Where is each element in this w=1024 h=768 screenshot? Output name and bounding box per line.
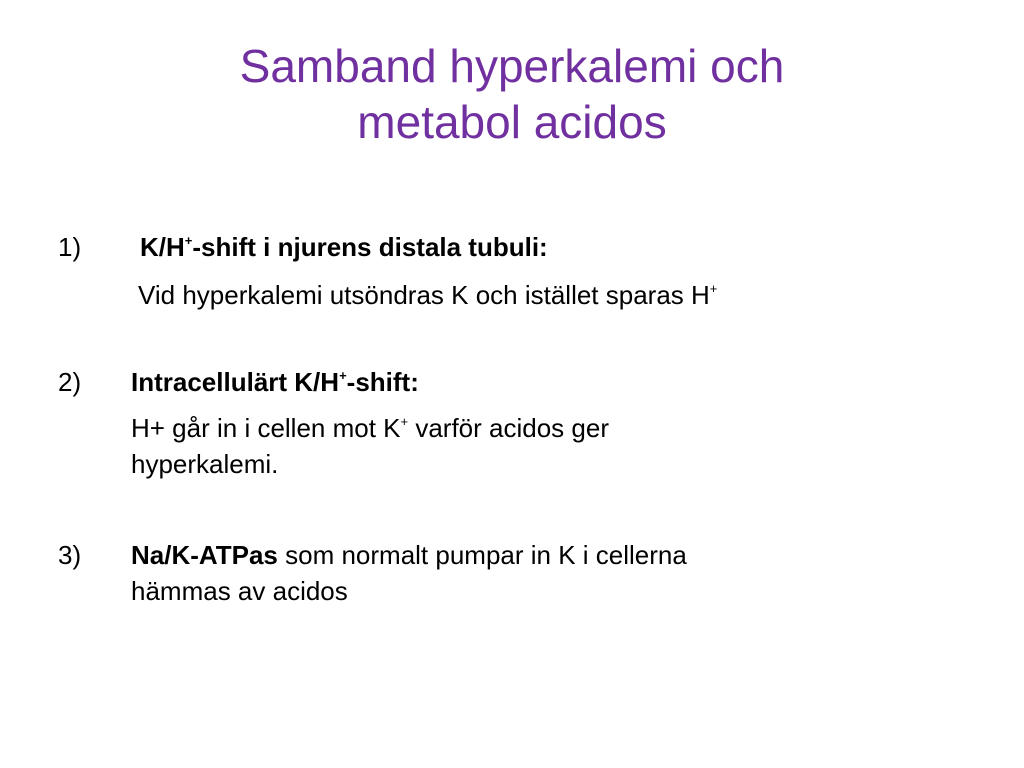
list-item-2 (58, 365, 958, 485)
item-description-line-2: hämmas av acidos (131, 576, 348, 606)
list-item-3 (58, 538, 958, 618)
item-heading (131, 365, 419, 399)
heading-text: -shift: (346, 367, 419, 397)
heading-text: K/H (140, 232, 185, 262)
heading-text: Intracellulärt K/H (131, 367, 340, 397)
heading-text: -shift i njurens distala tubuli: (192, 232, 548, 262)
item-description (138, 278, 717, 312)
slide-title (0, 38, 1024, 150)
item-number: 3) (58, 540, 82, 570)
description-text: H+ går in i cellen mot K (131, 413, 401, 443)
title-line-2: metabol acidos (357, 96, 667, 148)
item-description (131, 411, 609, 445)
item-description-line-2: hyperkalemi. (131, 449, 279, 479)
description-text: Vid hyperkalemi utsöndras K och istället sparas H (138, 280, 710, 310)
item-heading (131, 538, 687, 572)
list-item-1 (58, 230, 958, 310)
description-text: varför acidos ger (408, 413, 609, 443)
item-number: 1) (58, 232, 82, 262)
superscript: + (709, 281, 718, 296)
superscript: + (400, 414, 409, 429)
title-line-1: Samband hyperkalemi och (239, 40, 785, 92)
superscript: + (339, 368, 347, 383)
item-number: 2) (58, 367, 82, 397)
heading-text: som normalt pumpar in K i cellerna (277, 540, 687, 570)
heading-bold-text: Na/K-ATPas (131, 540, 278, 570)
item-heading (140, 230, 548, 264)
superscript: + (184, 233, 193, 248)
